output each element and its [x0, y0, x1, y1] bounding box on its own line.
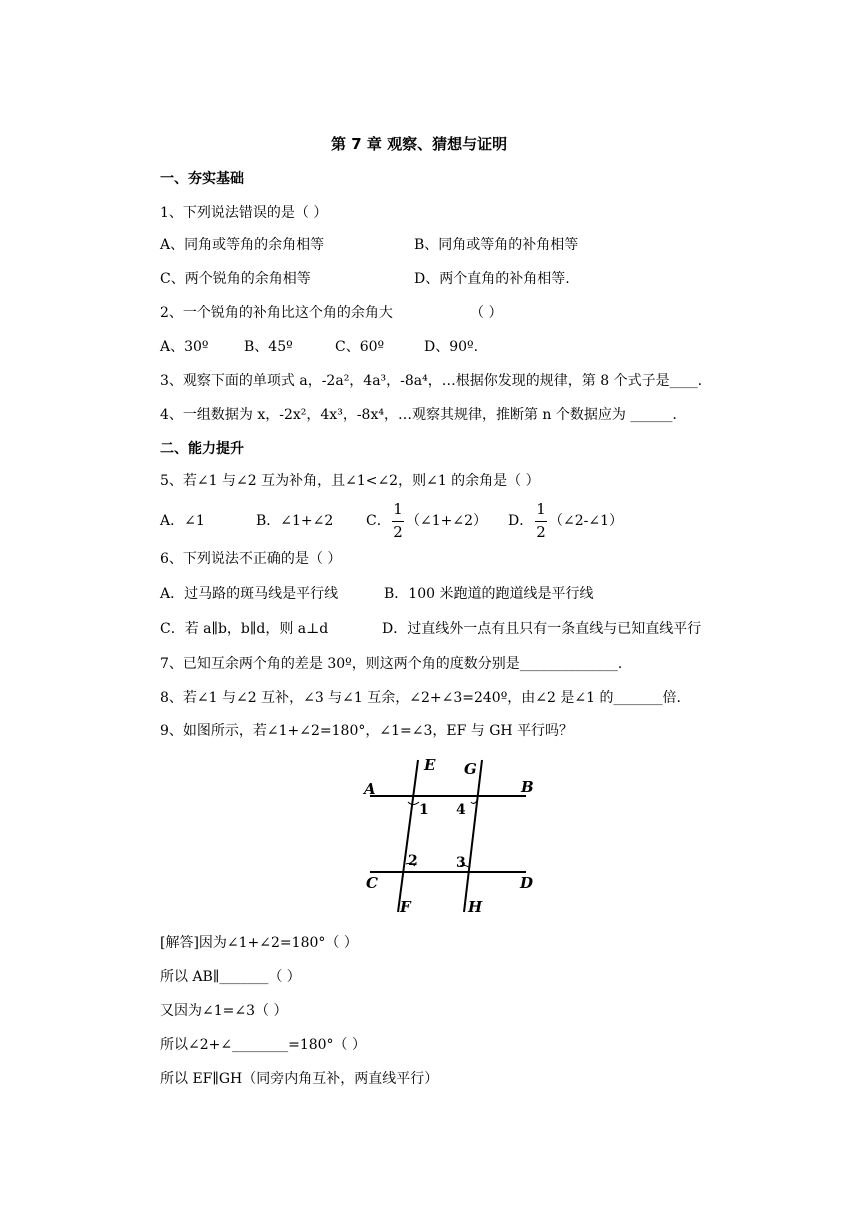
solution-line-1: [解答]因为∠1+∠2=180°（ ） [160, 935, 358, 951]
page-title: 第 7 章 观察、猜想与证明 [331, 135, 508, 153]
angle-label-2: 2 [408, 853, 418, 869]
question-2-answer-paren: （ ） [470, 305, 503, 321]
label-a: A [364, 780, 376, 798]
question-5-option-d-expression: （∠2-∠1） [549, 513, 624, 529]
question-5-option-d-fraction-numerator: 1 [536, 500, 546, 518]
question-2-option-a: A、30º [160, 339, 209, 355]
label-g: G [464, 760, 477, 778]
question-1-option-a: A、同角或等角的余角相等 [160, 237, 325, 253]
angle-label-1: 1 [419, 802, 429, 818]
question-6-stem: 6、下列说法不正确的是（ ） [160, 551, 342, 567]
question-2-option-d: D、90º. [424, 339, 479, 355]
section-heading-advanced: 二、能力提升 [160, 441, 244, 457]
label-e: E [424, 756, 436, 774]
label-h: H [468, 898, 483, 916]
label-c: C [366, 874, 378, 892]
question-9: 9、如图所示，若∠1+∠2=180°，∠1=∠3，EF 与 GH 平行吗？ [160, 723, 574, 739]
solution-line-5: 所以 EF∥GH（同旁内角互补，两直线平行） [160, 1071, 439, 1087]
line-ef [398, 760, 418, 912]
angle-1-arc [408, 802, 419, 805]
question-6-option-d: D．过直线外一点有且只有一条直线与已知直线平行 [382, 621, 702, 637]
question-1-option-b: B、同角或等角的补角相等 [414, 237, 579, 253]
solution-line-3: 又因为∠1=∠3（ ） [160, 1003, 288, 1019]
question-2-stem: 2、一个锐角的补角比这个角的余角大 [160, 305, 393, 321]
line-gh [464, 760, 482, 912]
question-5-option-c-fraction-denominator: 2 [393, 523, 403, 541]
question-6-option-b: B．100 米跑道的跑道线是平行线 [384, 586, 594, 602]
solution-line-2: 所以 AB∥_______（ ） [160, 969, 301, 985]
question-5-option-d-label: D． [508, 513, 534, 529]
question-5-option-b: B．∠1+∠2 [256, 513, 334, 529]
question-6-option-a: A．过马路的斑马线是平行线 [160, 586, 339, 602]
question-5-option-c-label: C． [366, 513, 391, 529]
label-f: F [400, 898, 411, 916]
question-2-option-c: C、60º [335, 339, 385, 355]
angle-label-3: 3 [456, 855, 466, 871]
question-5-option-d-fraction-denominator: 2 [536, 523, 546, 541]
question-5-option-c-expression: （∠1+∠2） [406, 513, 488, 529]
question-7: 7、已知互余两个角的差是 30º，则这两个角的度数分别是______________. [160, 656, 623, 672]
question-5-stem: 5、若∠1 与∠2 互为补角，且∠1<∠2，则∠1 的余角是（ ） [160, 473, 540, 489]
angle-label-4: 4 [456, 802, 466, 818]
question-5-option-c-fraction-numerator: 1 [393, 500, 403, 518]
question-3: 3、观察下面的单项式 a，-2a²，4a³，-8a⁴，…根据你发现的规律，第 8 个式子是____. [160, 373, 703, 389]
question-2-option-b: B、45º [244, 339, 293, 355]
question-5-option-a: A．∠1 [160, 513, 205, 529]
question-5-option-d-fraction-bar [535, 521, 547, 522]
question-4: 4、一组数据为 x，-2x²，4x³，-8x⁴，…观察其规律，推断第 n 个数据应为 ______. [160, 407, 677, 423]
label-d: D [520, 874, 534, 892]
parallel-lines-figure [360, 752, 540, 917]
label-b: B [521, 778, 534, 796]
section-heading-basics: 一、夯实基础 [160, 171, 244, 187]
solution-line-4: 所以∠2+∠________=180°（ ） [160, 1037, 367, 1053]
question-1-stem: 1、下列说法错误的是（ ） [160, 205, 328, 221]
question-1-option-d: D、两个直角的补角相等. [414, 271, 570, 287]
question-1-option-c: C、两个锐角的余角相等 [160, 271, 311, 287]
question-6-option-c: C．若 a∥b，b∥d，则 a⊥d [160, 621, 329, 637]
question-5-option-c-fraction-bar [392, 521, 404, 522]
question-8: 8、若∠1 与∠2 互补，∠3 与∠1 互余，∠2+∠3=240º，由∠2 是∠1 的_______倍. [160, 690, 681, 706]
